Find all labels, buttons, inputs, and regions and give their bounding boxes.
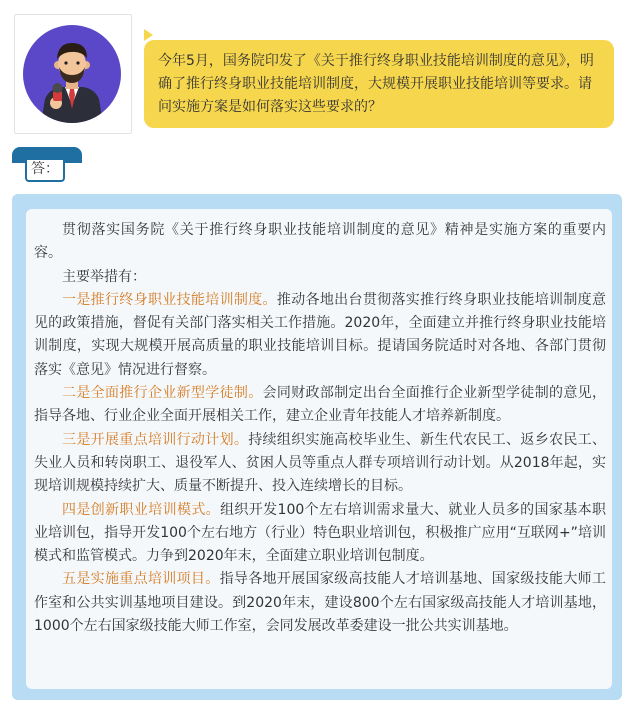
question-bubble [144, 40, 614, 128]
measure-body: 指导各地开展国家级高技能人才培训基地、国家级技能大师工作室和公共实训基地项目建设。到2020年末，建设800个左右国家级高技能人才培训基地，1000个左右国家级技能大师工作室，会同发展改革委建设一批公共实训基地。 [34, 571, 607, 635]
answer-label: 答： [25, 160, 65, 182]
measure-body: 持续组织实施高校毕业生、新生代农民工、返乡农民工、失业人员和转岗职工、退役军人、贫困人员等重点人群专项培训行动计划。从2018年起，实现培训规模持续扩大、质量不断提升、投入连续增长的目标。 [34, 431, 607, 495]
measure-body: 组织开发100个左右培训需求量大、就业人员多的国家基本职业培训包，指导开发100个左右地方（行业）特色职业培训包，积极推广应用“互联网+”培训模式和监管模式。力争到2020年末，全面建立职业培训包制度。 [34, 501, 606, 565]
measure-heading: 五是实施重点培训项目。 [62, 571, 220, 588]
measure-item [34, 429, 606, 499]
measure-body: 推动各地出台贯彻落实推行终身职业技能培训制度意见的政策措施，督促有关部门落实相关工作措施。2020年，全面建立并推行终身职业技能培训制度，实现大规模开展高质量的职业技能培训目标。提请国务院适时对各地、各部门贯彻落实《意见》情况进行督察。 [34, 291, 607, 378]
answer-body [26, 209, 612, 689]
question-text: 今年5月，国务院印发了《关于推行终身职业技能培训制度的意见》，明确了推行终身职业技能培训制度，大规模开展职业技能培训等要求。请问实施方案是如何落实这些要求的？ [158, 53, 594, 115]
measure-item [34, 289, 606, 382]
measure-body: 会同财政部制定出台全面推行企业新型学徒制的意见，指导各地、行业企业全面开展相关工作，建立企业青年技能人才培养新制度。 [34, 385, 607, 425]
measure-heading: 一是推行终身职业技能培训制度。 [62, 291, 277, 308]
answer-intro: 贯彻落实国务院《关于推行终身职业技能培训制度的意见》精神是实施方案的重要内容。 [34, 222, 606, 262]
measure-item [34, 568, 606, 638]
measure-heading: 三是开展重点培训行动计划。 [62, 431, 249, 448]
measure-item [34, 499, 606, 569]
measures-heading: 主要举措有： [62, 268, 146, 285]
measure-heading: 四是创新职业培训模式。 [62, 501, 221, 518]
avatar [23, 25, 121, 123]
measure-item [34, 382, 606, 429]
news-anchor-avatar-icon [23, 25, 121, 123]
avatar-frame [14, 14, 132, 134]
measure-heading: 二是全面推行企业新型学徒制。 [62, 385, 263, 402]
